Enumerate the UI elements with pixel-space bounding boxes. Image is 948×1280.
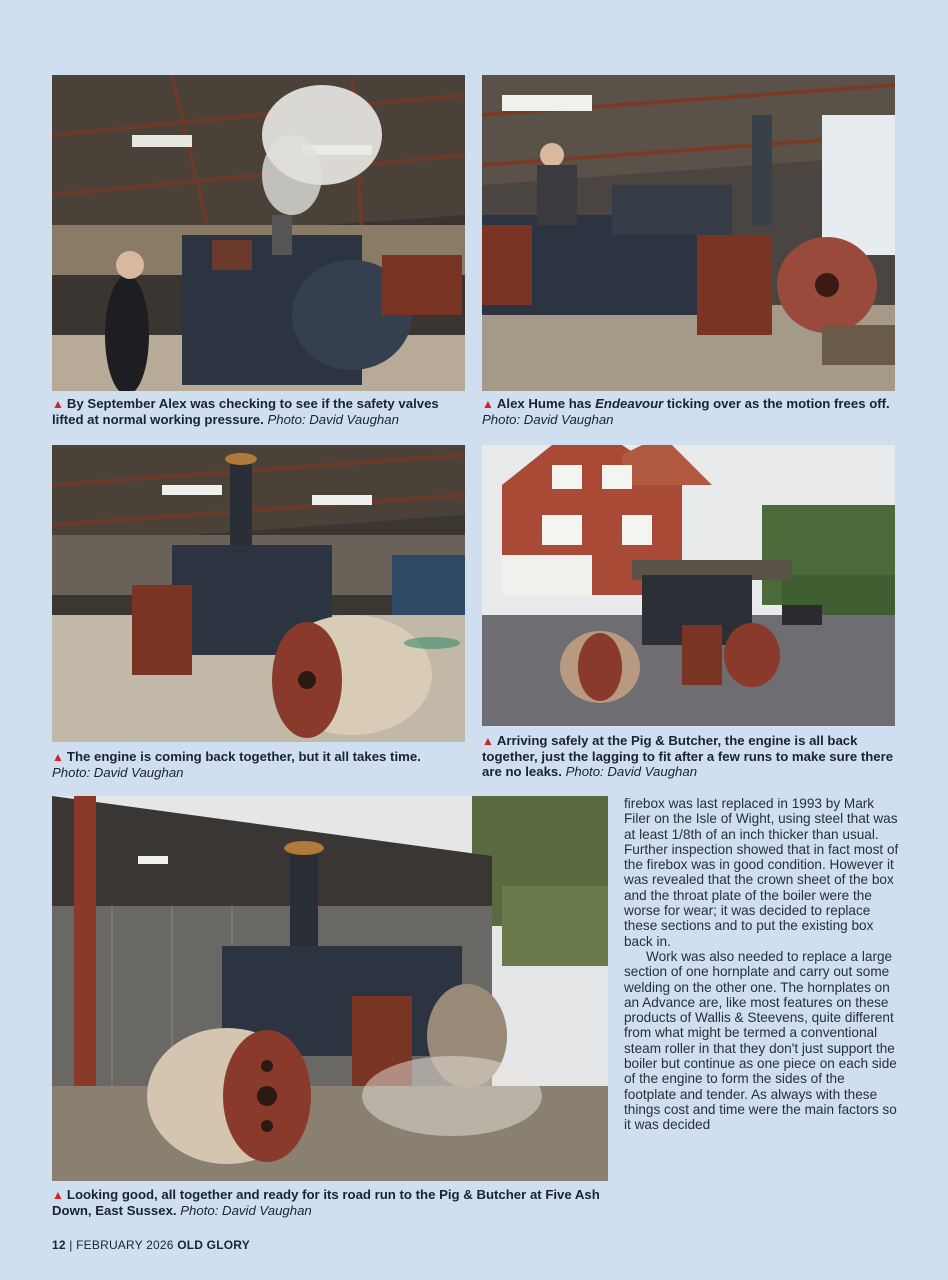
caption-photo-1 (52, 396, 472, 427)
photo-pig-and-butcher-arrival (482, 445, 895, 726)
page-number: 12 (52, 1238, 66, 1252)
caption-photo-3 (52, 749, 472, 780)
photo-credit: Photo: David Vaughan (52, 765, 184, 780)
article-paragraph-1: firebox was last replaced in 1993 by Mark Filer on the Isle of Wight, using steel that was at least 1/8th of an inch thicker than usual. Further inspection showed that in fact most of the firebox was in good condition. However it was revealed that the crown sheet of the box and the throat plate of the boiler were the worse for wear; it was decided to replace these sections and to put the existing box back in. (624, 796, 899, 949)
caption-text: The engine is coming back together, but it all takes time. (66, 749, 421, 764)
footer-separator: | (65, 1238, 77, 1252)
article-body (624, 796, 900, 1133)
photo-credit: Photo: David Vaughan (267, 412, 399, 427)
article-paragraph-2: Work was also needed to replace a large section of one hornplate and carry out some welding on the other one. The hornplates on an Advance are, like most features on these products of Wallis & Steevens, quite different from what might be termed a conventional steam roller in that they don't just support the boiler but continue as one piece on each side of the engine to form the sides of the footplate and tender. As always with these things cost and time were the main factors so it was decided (624, 948, 897, 1133)
photo-credit: Photo: David Vaughan (565, 764, 698, 779)
caption-text-continued: ticking over as the motion frees off. (663, 396, 890, 411)
caption-text: By September Alex was checking to see if the safety valves lifted at normal working pressure. (52, 396, 439, 427)
magazine-name: OLD GLORY (177, 1238, 250, 1252)
caption-text: Looking good, all together and ready for its road run to the Pig & Butcher at Five Ash Down, East Sussex. (52, 1187, 600, 1218)
caption-marker-icon: ▲ (52, 1188, 64, 1202)
caption-text: Alex Hume has (496, 396, 596, 411)
caption-marker-icon: ▲ (482, 397, 494, 411)
caption-photo-4 (482, 733, 902, 779)
caption-marker-icon: ▲ (52, 397, 64, 411)
photo-engine-steam-shed (52, 75, 465, 391)
photo-engine-reassembly (52, 445, 465, 742)
page-footer (52, 1238, 250, 1252)
caption-photo-5 (52, 1187, 622, 1218)
photo-ready-for-road-run (52, 796, 608, 1181)
photo-credit: Photo: David Vaughan (482, 412, 614, 427)
caption-marker-icon: ▲ (52, 750, 64, 764)
caption-marker-icon: ▲ (482, 734, 494, 748)
caption-photo-2 (482, 396, 902, 427)
issue-date: FEBRUARY 2026 (76, 1238, 178, 1252)
photo-credit: Photo: David Vaughan (180, 1203, 312, 1218)
photo-alex-hume-endeavour (482, 75, 895, 391)
caption-text: Arriving safely at the Pig & Butcher, the engine is all back together, just the lagging to fit after a few runs to make sure there are no leaks. (482, 733, 894, 779)
caption-engine-name: Endeavour (595, 396, 664, 411)
